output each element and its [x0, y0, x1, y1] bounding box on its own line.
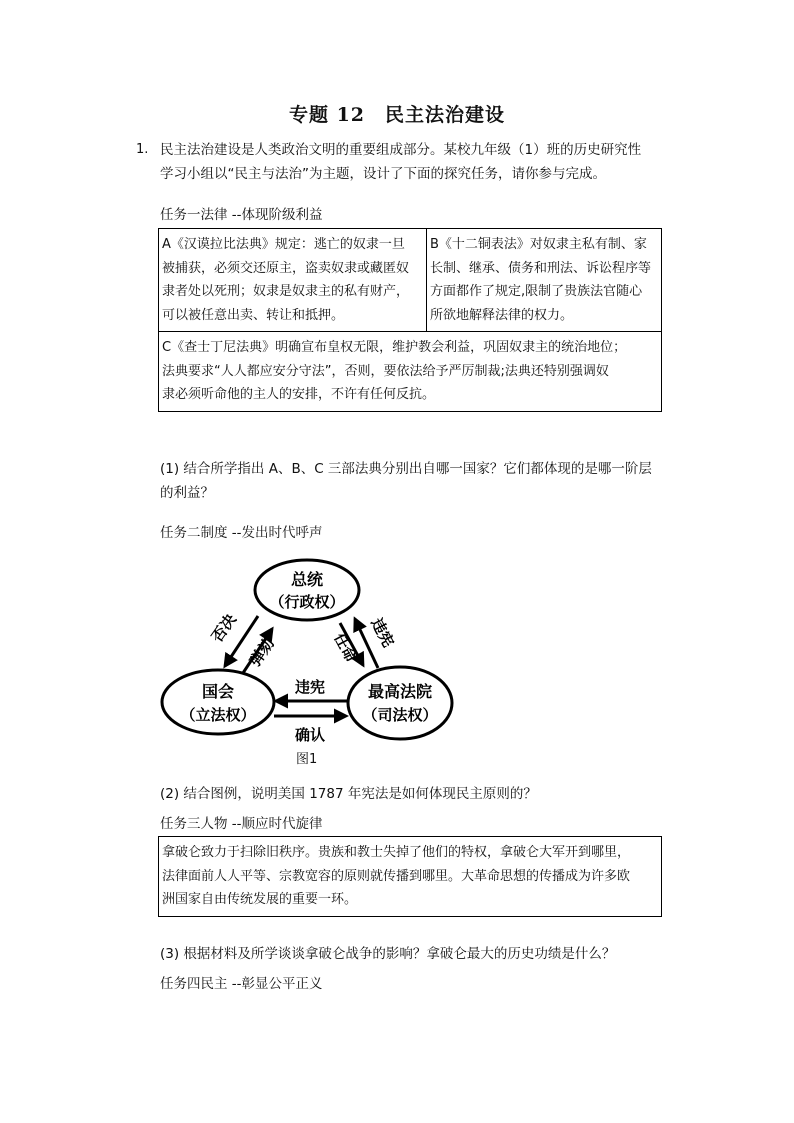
- cell-c-line: 隶必须听命他的主人的安排，不许有任何反抗。: [162, 387, 436, 402]
- subquestion-1: [160, 457, 660, 505]
- task2-heading: 任务二制度 --发出时代呼声: [160, 525, 323, 541]
- task1-heading: 任务一法律 --体现阶级利益: [160, 207, 323, 223]
- court-label: 最高法院: [367, 682, 433, 701]
- cell-c-line: C《查士丁尼法典》明确宣布皇权无限，维护教会利益，巩固奴隶主的统治地位；: [162, 340, 627, 355]
- court-power-label: （司法权）: [362, 706, 438, 724]
- material-line: 拿破仑致力于扫除旧秩序。贵族和教士失掉了他们的特权，拿破仑大军开到哪里，: [162, 845, 631, 860]
- cell-a-line: 被捕获，必须交还原主，盗卖奴隶或藏匿奴: [162, 260, 410, 276]
- material-line: 法律面前人人平等、宗教宽容的原则就传播到哪里。大革命思想的传播成为许多欧: [162, 868, 631, 884]
- subquestion-2: (2) 结合图例，说明美国 1787 年宪法是如何体现民主原则的？: [160, 786, 537, 802]
- figure-caption: 图1: [296, 752, 318, 767]
- intro-line: 学习小组以“民主与法治”为主题，设计了下面的探究任务，请你参与完成。: [160, 166, 606, 182]
- napoleon-material: [159, 837, 662, 917]
- material-line: 洲国家自由传统发展的重要一环。: [162, 892, 358, 907]
- impeach-label: 弹劾: [245, 634, 278, 670]
- cell-c: [159, 332, 662, 412]
- cell-a-line: 可以被任意出卖、转让和抵押。: [162, 307, 345, 323]
- court-node: [348, 667, 452, 739]
- cell-a: [159, 229, 427, 332]
- appoint-label: 任命: [330, 630, 361, 666]
- president-label: 总统: [290, 570, 324, 589]
- unconstitutional-top-label: 违宪: [367, 615, 398, 651]
- cell-a-line: 隶者处以死刑；奴隶是奴隶主的私有财产，: [162, 284, 410, 299]
- intro-line: 民主法治建设是人类政治文明的重要组成部分。某校九年级（1）班的历史研究性: [160, 142, 642, 158]
- president-node: [255, 560, 359, 620]
- subq1-line: (1) 结合所学指出 A、B、C 三部法典分别出自哪一国家？它们都体现的是哪一阶层: [160, 461, 652, 477]
- unconstitutional-mid-label: 违宪: [294, 678, 326, 696]
- congress-label: 国会: [201, 682, 235, 701]
- task3-box: [158, 836, 662, 917]
- cell-b-line: 长制、继承、债务和刑法、诉讼程序等: [430, 260, 652, 276]
- subq1-line: 的利益？: [160, 485, 214, 501]
- confirm-label: 确认: [294, 726, 326, 744]
- separation-of-powers-diagram: [158, 553, 458, 768]
- cell-b: [427, 229, 662, 332]
- cell-b-line: B《十二铜表法》对奴隶主私有制、家: [430, 237, 647, 252]
- president-power-label: （行政权）: [269, 593, 345, 611]
- task1-table: [158, 228, 662, 412]
- veto-label: 否决: [207, 610, 240, 646]
- task4-heading: 任务四民主 --彰显公平正义: [160, 976, 323, 992]
- congress-power-label: （立法权）: [180, 706, 256, 724]
- question-intro: [160, 138, 660, 186]
- cell-c-line: 法典要求“人人都应安分守法”，否则，要依法给予严厉制裁;法典还特别强调奴: [162, 363, 609, 379]
- subquestion-3: (3) 根据材料及所学谈谈拿破仑战争的影响？拿破仑最大的历史功绩是什么？: [160, 946, 616, 962]
- page-title: 专题 12 民主法治建设: [288, 104, 506, 126]
- congress-node: [162, 670, 274, 734]
- task3-heading: 任务三人物 --顺应时代旋律: [160, 816, 323, 832]
- cell-b-line: 所欲地解释法律的权力。: [430, 307, 574, 323]
- question-number: 1.: [136, 142, 149, 157]
- cell-b-line: 方面都作了规定,限制了贵族法官随心: [430, 284, 643, 299]
- cell-a-line: A《汉谟拉比法典》规定：逃亡的奴隶一旦: [162, 237, 405, 252]
